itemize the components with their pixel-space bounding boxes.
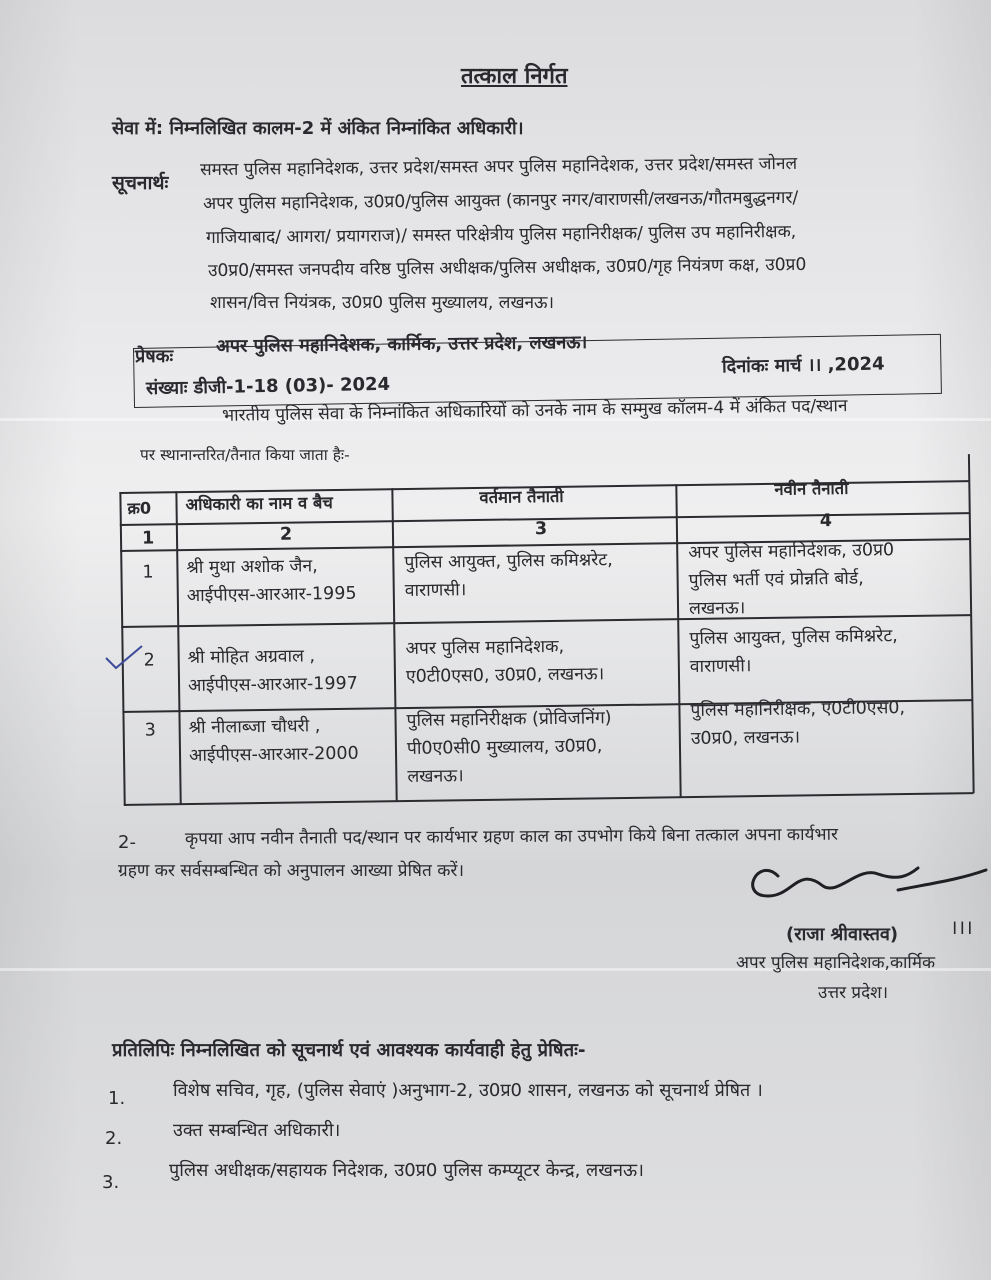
intro-line: पर स्थानान्तरित/तैनात किया जाता हैः- [140,446,350,464]
current-posting: लखनऊ। [407,766,464,788]
new-posting: पुलिस महानिरीक्षक, ए0टी0एस0, [690,698,906,722]
handwritten-tick-icon [104,642,144,672]
table-row-sn: 1 [142,562,154,583]
officer-batch: आईपीएस-आरआर-2000 [188,743,359,767]
signature-icon [738,856,988,916]
para2-number: 2- [118,832,136,853]
table-row-sn: 2 [143,650,155,671]
new-posting: उ0प्र0, लखनऊ। [690,727,801,750]
copy-item-number: 2. [105,1128,123,1149]
col-number: 3 [534,519,548,540]
header-sn: क्र0 [127,498,152,518]
signatory-designation: अपर पुलिस महानिदेशक,कार्मिक [736,953,936,973]
copy-item-text: विशेष सचिव, गृह, (पुलिस सेवाएं )अनुभाग-2, उ0प्र0 शासन, लखनऊ को सूचनार्थ प्रेषित । [173,1080,763,1101]
new-posting: वाराणसी। [689,656,752,678]
new-posting: लखनऊ। [688,598,746,620]
officer-batch: आईपीएस-आरआर-1997 [187,673,358,697]
new-posting: अपर पुलिस महानिदेशक, उ0प्र0 [688,540,895,564]
signatory-state: उत्तर प्रदेश। [818,983,889,1003]
new-posting: पुलिस आयुक्त, पुलिस कमिश्नरेट, [689,626,898,650]
header-officer: अधिकारी का नाम व बैच [185,493,333,515]
info-line: गाजियाबाद/ आगरा/ प्रयागराज)/ समस्त परिक्षेत्रीय पुलिस महानिरीक्षक/ पुलिस उप महानिरीक्षक, [205,221,797,249]
info-label: सूचनार्थः [112,172,169,194]
current-posting: पुलिस आयुक्त, पुलिस कमिश्नरेट, [404,550,613,574]
sender-value: अपर पुलिस महानिदेशक, कार्मिक, उत्तर प्रदेश, लखनऊ। [215,332,588,357]
intro-line: भारतीय पुलिस सेवा के निम्नांकित अधिकारियों को उनके नाम के सम्मुख कॉलम-4 में अंकित पद/स्थान [221,396,848,426]
document-title: तत्काल निर्गत [461,64,568,89]
current-posting: वाराणसी। [404,580,467,602]
current-posting: ए0टी0एस0, उ0प्र0, लखनऊ। [405,664,605,688]
col-number: 2 [279,524,293,545]
date-line: दिनांकः मार्च ।। ,2024 [721,353,885,378]
officer-name: श्री मुथा अशोक जैन, [186,556,318,579]
header-current-posting: वर्तमान तैनाती [479,486,564,507]
copy-item-text: पुलिस अधीक्षक/सहायक निदेशक, उ0प्र0 पुलिस कम्प्यूटर केन्द्र, लखनऊ। [169,1160,644,1181]
officer-name: श्री मोहित अग्रवाल , [187,646,316,669]
para2-line: ग्रहण कर सर्वसम्बन्धित को अनुपालन आख्या प्रेषित करें। [118,861,464,881]
copy-item-number: 1. [108,1088,126,1109]
sender-label: प्रेषकः [135,346,174,367]
current-posting: पुलिस महानिरीक्षक (प्रोविजनिंग) [406,708,612,732]
officer-batch: आईपीएस-आरआर-1995 [186,583,357,607]
para2-line: कृपया आप नवीन तैनाती पद/स्थान पर कार्यभार ग्रहण काल का उपभोग किये बिना तत्काल अपना कार्यभार [184,824,839,850]
col-number: 4 [819,511,833,532]
info-line: उ0प्र0/समस्त जनपदीय वरिष्ठ पुलिस अधीक्षक/पुलिस अधीक्षक, उ0प्र0/गृह नियंत्रण कक्ष, उ0प्र0 [207,254,807,282]
copy-item-number: 3. [102,1172,120,1193]
info-line: अपर पुलिस महानिदेशक, उ0प्र0/पुलिस आयुक्त (कानपुर नगर/वाराणसी/लखनऊ/गौतमबुद्धनगर/ [202,187,799,215]
info-line: समस्त पुलिस महानिदेशक, उत्तर प्रदेश/समस्त अपर पुलिस महानिदेशक, उत्तर प्रदेश/समस्त जोनल [199,153,798,181]
copy-item-text: उक्त सम्बन्धित अधिकारी। [173,1120,341,1141]
signatory-name: (राजा श्रीवास्तव) [786,924,899,945]
copy-heading: प्रतिलिपिः निम्नलिखित को सूचनार्थ एवं आवश्यक कार्यवाही हेतु प्रेषितः- [112,1040,586,1061]
current-posting: पी0ए0सी0 मुख्यालय, उ0प्र0, [406,736,603,760]
signature-date-mark: ।।। [950,915,973,939]
header-new-posting: नवीन तैनाती [774,478,849,499]
officer-name: श्री नीलाब्जा चौधरी , [188,716,321,739]
current-posting: अपर पुलिस महानिदेशक, [405,636,565,660]
transfer-table [119,454,974,806]
new-posting: पुलिस भर्ती एवं प्रोन्नति बोर्ड, [688,568,864,592]
addressee-line: सेवा में: निम्नलिखित कालम-2 में अंकित निम्नांकित अधिकारी। [112,118,524,139]
table-row-sn: 3 [144,720,156,741]
reference-number: संख्याः डीजी-1-18 (03)- 2024 [145,373,391,400]
info-line: शासन/वित्त नियंत्रक, उ0प्र0 पुलिस मुख्यालय, लखनऊ। [210,293,555,313]
col-number: 1 [141,528,155,549]
